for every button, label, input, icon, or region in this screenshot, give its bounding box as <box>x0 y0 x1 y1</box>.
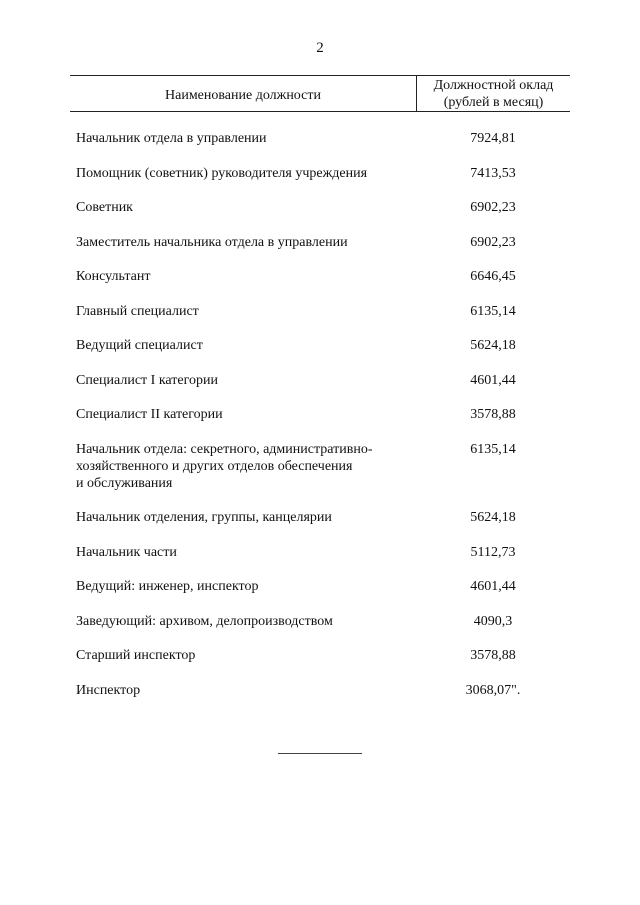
position-name: Заведующий: архивом, делопроизводством <box>76 613 333 629</box>
position-name: Начальник части <box>76 544 177 560</box>
table-header <box>70 75 570 112</box>
table-row <box>70 268 570 285</box>
header-position-name: Наименование должности <box>165 87 321 103</box>
position-name: Специалист II категории <box>76 407 223 422</box>
position-name: Начальник отдела в управлении <box>76 131 267 146</box>
position-name: Помощник (советник) руководителя учреждения <box>76 165 368 181</box>
position-salary: 3068,07". <box>465 682 521 698</box>
position-salary: 6902,23 <box>470 200 516 215</box>
table-row <box>70 337 570 354</box>
position-name: Консультант <box>76 269 151 284</box>
table-row <box>70 682 570 699</box>
position-salary: 5624,18 <box>470 510 516 525</box>
closing-rule <box>278 753 362 754</box>
position-salary: 5112,73 <box>470 544 516 560</box>
position-salary: 3578,88 <box>470 407 516 422</box>
position-name: Главный специалист <box>76 303 199 319</box>
table-row <box>70 303 570 320</box>
position-name: Старший инспектор <box>76 648 196 663</box>
position-name: Специалист I категории <box>76 372 218 388</box>
table-row <box>70 199 570 216</box>
position-name: Инспектор <box>76 682 141 698</box>
table-row <box>70 234 570 251</box>
table-row <box>70 441 570 492</box>
table-row <box>70 613 570 630</box>
header-salary <box>416 76 570 111</box>
header-salary-line1: Должностной оклад <box>433 78 554 93</box>
position-salary: 6135,14 <box>470 303 516 319</box>
table-row <box>70 165 570 182</box>
position-name: Советник <box>76 200 133 215</box>
position-name: Начальник отделения, группы, канцелярии <box>76 510 332 525</box>
position-salary: 3578,88 <box>470 648 516 663</box>
position-name: Начальник отдела: секретного, административно- хозяйственного и других отделов обеспечения и обслуживания <box>76 441 373 491</box>
page-number: 2 <box>316 40 324 56</box>
table-row <box>70 647 570 664</box>
table-row <box>70 406 570 423</box>
position-salary: 5624,18 <box>470 338 516 353</box>
salary-table <box>70 75 570 716</box>
position-name: Заместитель начальника отдела в управлении <box>76 234 348 250</box>
table-row <box>70 578 570 595</box>
position-salary: 7413,53 <box>470 165 516 181</box>
header-salary-line2: (рублей в месяц) <box>443 95 544 110</box>
table-row <box>70 544 570 561</box>
position-salary: 6646,45 <box>470 269 516 284</box>
position-salary: 6902,23 <box>470 234 516 250</box>
position-salary: 4090,3 <box>473 613 513 629</box>
position-salary: 7924,81 <box>470 131 516 146</box>
table-row <box>70 372 570 389</box>
position-salary: 4601,44 <box>470 372 516 388</box>
position-salary: 6135,14 <box>470 441 516 457</box>
position-salary: 4601,44 <box>470 579 516 594</box>
table-row <box>70 509 570 526</box>
table-row <box>70 130 570 147</box>
position-name: Ведущий специалист <box>76 338 203 353</box>
position-name: Ведущий: инженер, инспектор <box>76 579 259 594</box>
table-body <box>70 130 570 699</box>
